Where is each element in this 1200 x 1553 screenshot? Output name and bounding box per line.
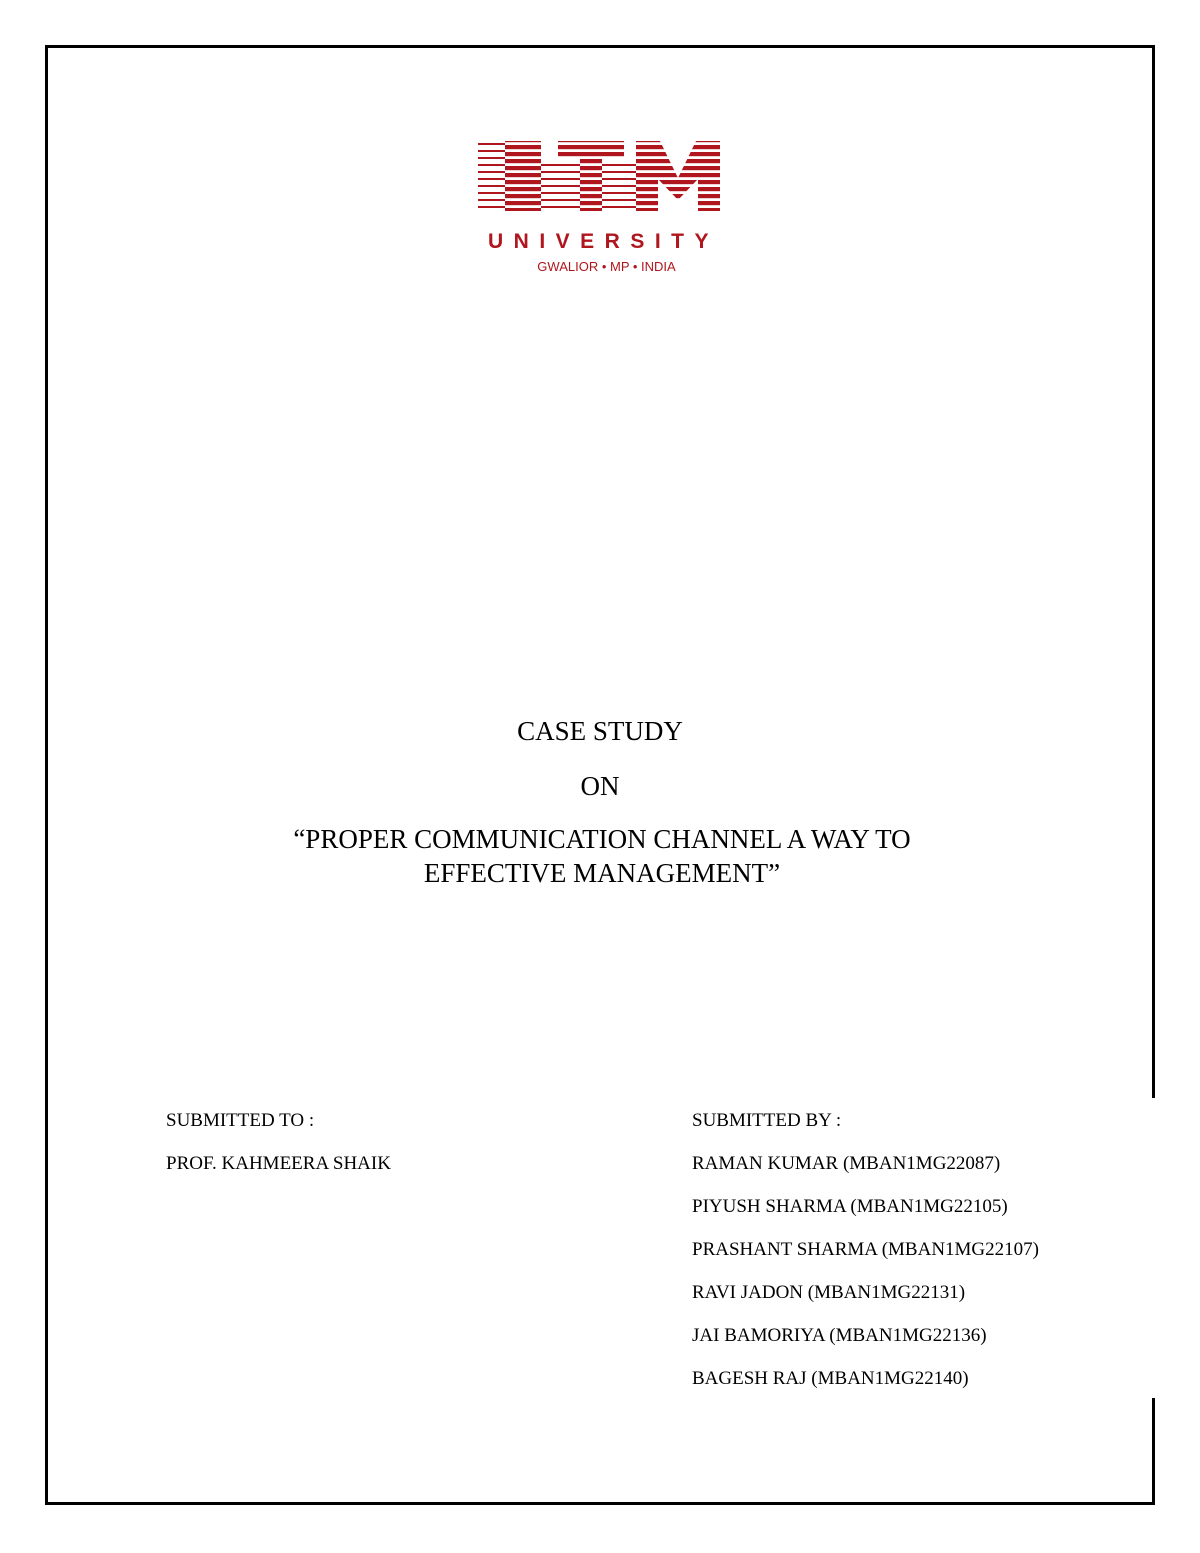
submitted-to-block (166, 1110, 391, 1196)
page-border-bottom (45, 1502, 1155, 1505)
document-type-heading: CASE STUDY (517, 716, 683, 746)
professor-name: PROF. KAHMEERA SHAIK (166, 1153, 391, 1174)
page-border-top (45, 45, 1155, 48)
case-study-title-line-1: “PROPER COMMUNICATION CHANNEL A WAY TO (293, 824, 911, 854)
team-member: PIYUSH SHARMA (MBAN1MG22105) (692, 1196, 1008, 1217)
page-border-right-upper (1152, 45, 1155, 1098)
team-member: JAI BAMORIYA (MBAN1MG22136) (692, 1325, 987, 1346)
heading-connector: ON (580, 771, 620, 801)
university-logo (478, 138, 723, 278)
itm-wordmark-logo (478, 138, 723, 228)
submitted-by-block (692, 1110, 1039, 1411)
page-border-right-lower (1152, 1398, 1155, 1505)
case-study-title-line-2: EFFECTIVE MANAGEMENT” (423, 858, 781, 888)
team-member: RAMAN KUMAR (MBAN1MG22087) (692, 1153, 1001, 1174)
team-member: BAGESH RAJ (MBAN1MG22140) (692, 1368, 969, 1389)
logo-university-text: UNIVERSITY (487, 230, 720, 253)
case-study-title (0, 822, 1200, 890)
submitted-to-heading: SUBMITTED TO : (166, 1110, 315, 1131)
logo-location-text: GWALIOR • MP • INDIA (537, 259, 676, 274)
submitted-by-heading: SUBMITTED BY : (692, 1110, 842, 1131)
team-member: PRASHANT SHARMA (MBAN1MG22107) (692, 1239, 1039, 1260)
team-member: RAVI JADON (MBAN1MG22131) (692, 1282, 966, 1303)
